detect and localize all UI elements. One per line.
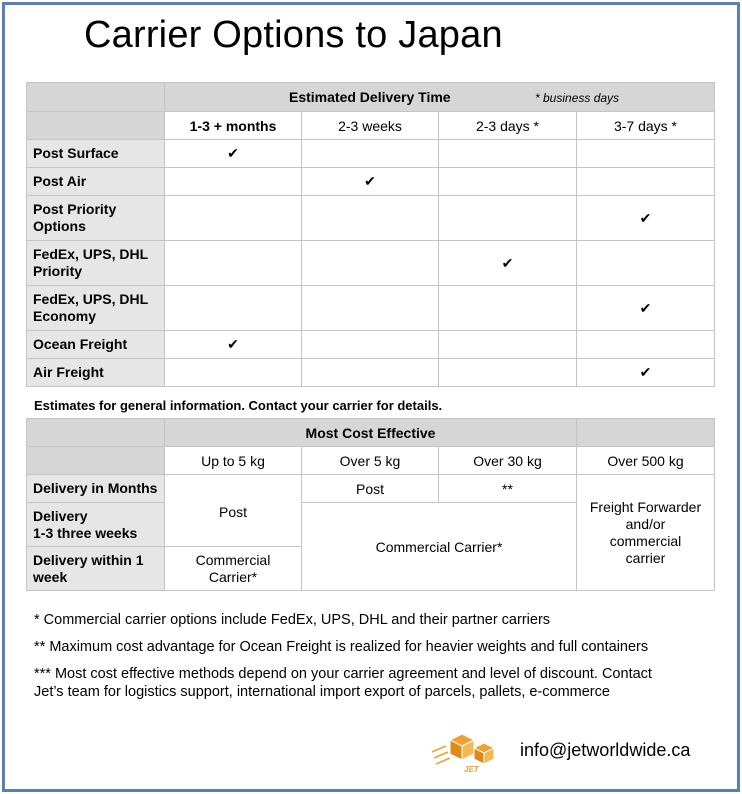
checkmark-icon: ✔ [227,336,239,352]
row-label: Post Surface [27,140,165,168]
check-cell [577,286,715,331]
check-cell [439,331,577,359]
boxes-logo-icon [430,730,500,774]
check-cell [302,168,439,196]
footnote-3-line1: *** Most cost effective methods depend on your carrier agreement and level of discount. Contact [34,666,652,682]
table1-header-title: Estimated Delivery Time [289,89,451,105]
general-estimate-note: Estimates for general information. Contact your carrier for details. [34,398,443,413]
check-cell [577,359,715,387]
check-cell [302,140,439,168]
column-header: Over 30 kg [439,447,577,475]
row-label: Post Air [27,168,165,196]
check-cell [302,331,439,359]
checkmark-icon: ✔ [639,299,652,316]
row-label: Post Priority Options [27,196,165,241]
column-header: Over 500 kg [577,447,715,475]
checkmark-icon: ✔ [501,254,514,271]
check-cell [302,241,439,286]
row-label: Air Freight [27,359,165,387]
checkmark-icon: ✔ [639,364,652,380]
check-cell [577,241,715,286]
stars-over30-cell: ** [439,475,577,503]
table-row [27,168,715,196]
commercial-carrier-small-cell: Commercial Carrier* [165,547,302,591]
table-row [27,331,715,359]
check-cell [165,359,302,387]
business-days-note: * business days [535,91,620,105]
check-cell [165,331,302,359]
check-cell [302,196,439,241]
table2-header: Most Cost Effective [165,419,577,447]
row-label: Delivery in Months [27,475,165,503]
checkmark-icon: ✔ [639,209,652,226]
delivery-time-table [26,82,715,387]
row-label: FedEx, UPS, DHL Priority [27,241,165,286]
check-cell [577,140,715,168]
check-cell [577,196,715,241]
freight-forwarder-cell: Freight Forwarder and/or commercial carrier [577,475,715,591]
check-cell [302,286,439,331]
logo-speed-line [436,758,450,764]
table-row [27,140,715,168]
table1-header [165,83,715,112]
check-cell [165,140,302,168]
check-cell [165,241,302,286]
cost-effective-table [26,418,715,591]
table1-subheader-corner [27,112,165,140]
row-label: Delivery 1-3 three weeks [27,503,165,547]
check-cell [439,196,577,241]
table2-corner [27,419,165,447]
footnote-3-line2: Jet’s team for logistics support, international import export of parcels, pallets, e-commerce [34,684,610,700]
post-cell: Post [165,475,302,547]
checkmark-icon: ✔ [364,173,376,189]
check-cell [165,168,302,196]
column-header: 2-3 weeks [302,112,439,140]
check-cell [439,241,577,286]
column-header: 1-3 + months [165,112,302,140]
contact-email: info@jetworldwide.ca [520,740,691,760]
commercial-carrier-cell: Commercial Carrier* [302,503,577,591]
post-over5-cell: Post [302,475,439,503]
table-row [27,286,715,331]
column-header: Over 5 kg [302,447,439,475]
checkmark-icon: ✔ [227,145,239,161]
table-row [27,241,715,286]
row-label: FedEx, UPS, DHL Economy [27,286,165,331]
check-cell [577,168,715,196]
check-cell [165,286,302,331]
check-cell [439,286,577,331]
page-title: Carrier Options to Japan [84,14,503,56]
column-header: 2-3 days * [439,112,577,140]
check-cell [439,168,577,196]
table2-header-right [577,419,715,447]
column-header: 3-7 days * [577,112,715,140]
table2-subheader-corner [27,447,165,475]
check-cell [439,140,577,168]
footnote-2: ** Maximum cost advantage for Ocean Freight is realized for heavier weights and full containers [34,639,649,655]
column-header: Up to 5 kg [165,447,302,475]
row-label: Delivery within 1 week [27,547,165,591]
footnote-1: * Commercial carrier options include FedEx, UPS, DHL and their partner carriers [34,612,551,628]
table-row [27,196,715,241]
table-row [27,359,715,387]
row-label: Ocean Freight [27,331,165,359]
check-cell [439,359,577,387]
check-cell [302,359,439,387]
check-cell [165,196,302,241]
logo-text: JET [464,765,479,774]
table1-corner [27,83,165,112]
logo-speed-line [432,746,446,752]
logo-speed-line [434,752,448,758]
check-cell [577,331,715,359]
